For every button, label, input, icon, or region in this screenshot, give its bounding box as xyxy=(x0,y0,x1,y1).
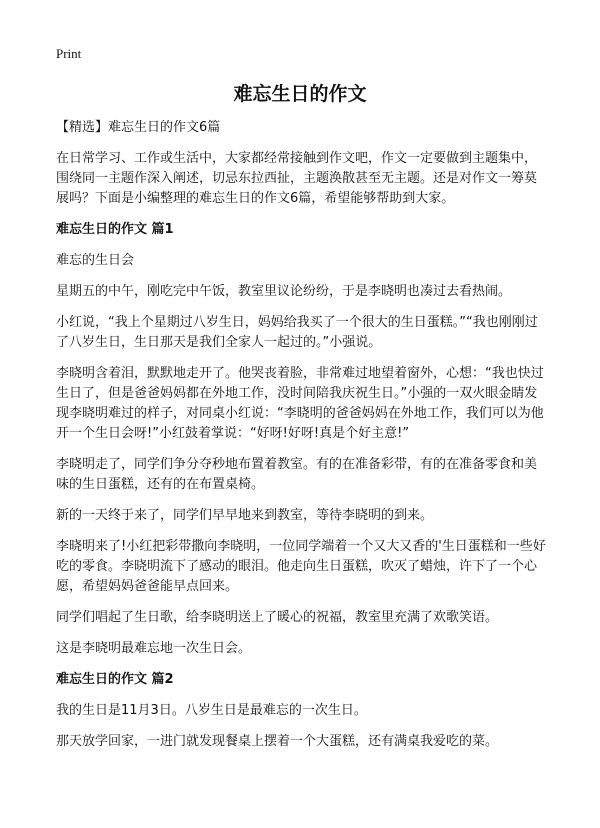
page-title: 难忘生日的作文 xyxy=(233,83,367,105)
intro-paragraph: 在日常学习、工作或生活中，大家都经常接触到作文吧，作文一定要做到主题集中，围绕同一主题作深入阐述，切忌东拉西扯，主题涣散甚至无主题。还是对作文一筹莫展吗？下面是小编整理的难忘生日的作文6篇，希望能够帮助到大家。 xyxy=(56,151,538,206)
paragraph: 那天放学回家，一进门就发现餐桌上摆着一个大蛋糕，还有满桌我爱吃的菜。 xyxy=(56,734,499,749)
paragraph: 这是李晓明最难忘地一次生日会。 xyxy=(56,641,252,656)
section-heading-2: 难忘生日的作文 篇2 xyxy=(56,672,174,687)
paragraph: 难忘的生日会 xyxy=(56,253,135,268)
paragraph: 李晓明走了，同学们争分夺秒地布置着教室。有的在准备彩带，有的在准备零食和美味的生日蛋糕，还有的在布置桌椅。 xyxy=(56,457,538,492)
paragraph: 星期五的中午，刚吃完中午饭，教室里议论纷纷，于是李晓明也凑过去看热闹。 xyxy=(56,284,512,299)
section-heading-1: 难忘生日的作文 篇1 xyxy=(56,222,174,237)
paragraph: 小红说，“我上个星期过八岁生日，妈妈给我买了一个很大的生日蛋糕。”“我也刚刚过了八岁生日，生日那天是我们全家人一起过的。”小强说。 xyxy=(56,315,538,350)
paragraph: 李晓明含着泪，默默地走开了。他哭丧着脸，非常难过地望着窗外，心想：“我也快过生日了，但是爸爸妈妈都在外地工作，没时间陪我庆祝生日。”小强的一双火眼金睛发现李晓明难过的样子，对同桌小红说：“李晓明的爸爸妈妈在外地工作，我们可以为他开一个生日会呀!”小红鼓着掌说：“好呀!好呀!真是个好主意!” xyxy=(56,366,544,441)
paragraph: 同学们唱起了生日歌，给李晓明送上了暖心的祝福，教室里充满了欢歌笑语。 xyxy=(56,610,499,625)
paragraph: 李晓明来了!小红把彩带撒向李晓明，一位同学端着一个又大又香的'生日蛋糕和一些好吃的零食。李晓明流下了感动的眼泪。他走向生日蛋糕，吹灭了蜡烛，许下了一个心愿，希望妈妈爸爸能早点回来。 xyxy=(56,539,546,594)
paragraph: 我的生日是11月3日。八岁生日是最难忘的一次生日。 xyxy=(56,703,367,718)
article-body xyxy=(56,118,546,763)
print-link[interactable]: Print xyxy=(56,46,82,61)
paragraph: 新的一天终于来了，同学们早早地来到教室，等待李晓明的到来。 xyxy=(56,508,434,523)
subtitle: 【精选】难忘生日的作文6篇 xyxy=(56,120,221,135)
